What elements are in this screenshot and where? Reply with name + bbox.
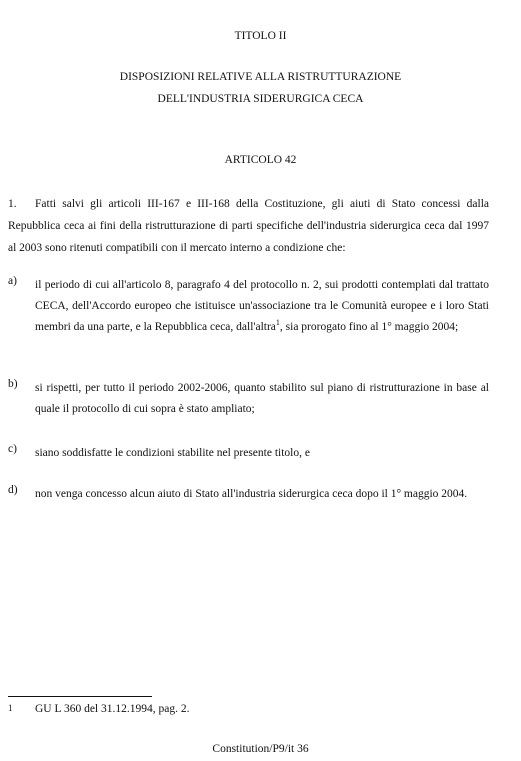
footnote-separator — [8, 696, 152, 697]
list-item-label: b) — [8, 378, 18, 390]
list-item-label: d) — [8, 484, 18, 496]
paragraph-1 — [8, 193, 489, 259]
paragraph-number: 1. — [8, 198, 17, 210]
footnote-reference[interactable]: 1 — [275, 318, 280, 328]
list-item-text: non venga concesso alcun aiuto di Stato all'industria siderurgica ceca dopo il 1° maggio 2004. — [35, 488, 468, 500]
list-item-label: c) — [8, 443, 17, 455]
page-footer: Constitution/P9/it 36 — [212, 743, 309, 755]
list-item-text-after: , sia prorogato fino al 1° maggio 2004; — [279, 321, 459, 333]
list-item-text-before: il periodo di cui all'articolo 8, paragrafo 4 del protocollo n. 2, sui prodotti contemplati dal trattato CECA, dell'Accordo europeo che istituisce un'associazione tra le Comunità europee e i loro Stati membri da una parte, e la Repubblica ceca, dall'altra — [35, 279, 489, 333]
list-item-label: a) — [8, 275, 17, 287]
footnote-text: GU L 360 del 31.12.1994, pag. 2. — [35, 703, 190, 715]
article-heading: ARTICOLO 42 — [224, 154, 297, 166]
list-item-text: siano soddisfatte le condizioni stabilite nel presente titolo, e — [35, 447, 310, 459]
list-item-text: si rispetti, per tutto il periodo 2002-2006, quanto stabilito sul piano di ristrutturazione in base al quale il protocollo di cui sopra è stato ampliato; — [35, 382, 489, 415]
paragraph-text: Fatti salvi gli articoli III-167 e III-168 della Costituzione, gli aiuti di Stato concessi dalla Repubblica ceca ai fini della ristrutturazione di parti specifiche dell'industria siderurgica ceca dal 1997 al 2003 sono ritenuti compatibili con il mercato interno a condizione che: — [8, 198, 489, 254]
document-title: TITOLO II — [234, 30, 287, 42]
list-item-text — [35, 275, 489, 338]
footnote-mark: 1 — [8, 703, 13, 713]
section-heading-line-2: DELL'INDUSTRIA SIDERURGICA CECA — [157, 93, 364, 105]
section-heading-line-1: DISPOSIZIONI RELATIVE ALLA RISTRUTTURAZIONE — [119, 71, 402, 83]
